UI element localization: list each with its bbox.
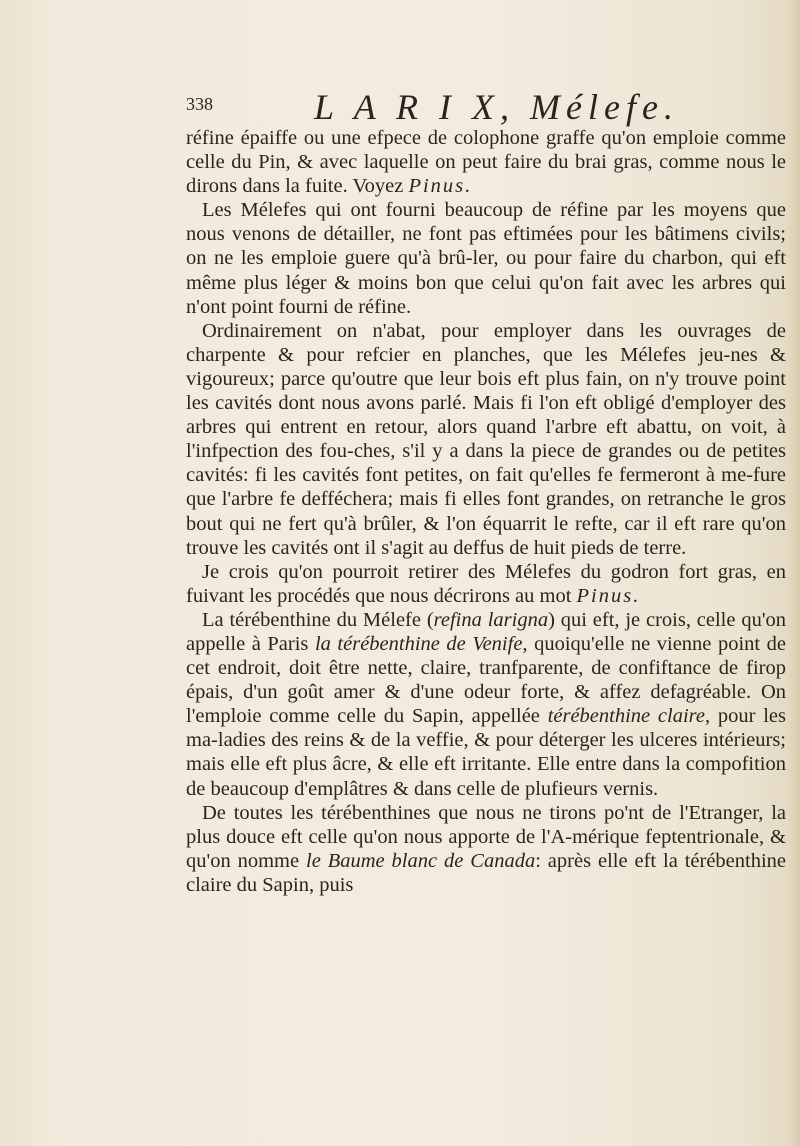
paragraph [186,126,786,198]
small-caps-text: Pinus. [408,175,473,198]
page-header [186,86,786,126]
text-run: Ordinairement on n'abat, pour employer dans les ouvrages de charpente & pour refcier en planches, que les Mélefes jeu-nes & vigoureux; parce qu'outre que leur bois eft plus fain, on n'y trouve point les cavités dont nous avons parlé. Mais fi l'on eft obligé d'employer des arbres qui entrent en retour, alors quand l'arbre eft abattu, on voit, à l'infpection des fou-ches, s'il y a dans la piece de grandes ou de petites cavités: fi les cavités font petites, on fait qu'elles fe fermeront à me-fure que l'arbre fe defféchera; mais fi elles font grandes, on retranche le gros bout qui ne fert qu'à brûler, & l'on équarrit le refte, car il eft rare qu'on trouve les cavités ont il s'agit au deffus de huit pieds de terre. [186,319,786,559]
page-number: 338 [186,94,213,114]
italic-text: le Baume blanc de Canada [306,849,536,872]
italic-text: refina larigna [433,608,549,631]
small-caps-text: Pinus. [576,584,641,607]
paragraph [186,801,786,897]
text-run: : après elle eft la térébenthine claire du Sapin, puis [186,849,787,896]
text-run: ) qui eft, je crois, celle qu'on appelle à Paris [186,608,787,655]
text-run: réfine épaiffe ou une efpece de colophone graffe qu'on emploie comme celle du Pin, & avec laquelle on peut faire du brai gras, comme nous le dirons dans la fuite. Voyez [186,127,786,198]
paragraph [186,608,786,801]
running-title: L A R I X, Mélefe. [314,87,679,127]
text-run: , quoiqu'elle ne vienne point de cet endroit, doit être nette, claire, tranfparente, de confiftance de firop épais, d'un goût amer & d'une odeur forte, & affez defagréable. On l'emploie comme celle du Sapin, appellée [186,632,786,728]
italic-text: la térébenthine de Venife [314,632,523,655]
text-run: Je crois qu'on pourroit retirer des Mélefes du godron fort gras, en fuivant les procédés que nous décrirons au mot [186,560,786,607]
page-edge [786,0,800,1146]
italic-text: térébenthine claire [547,705,705,728]
paragraph [186,319,786,560]
paragraph [186,560,786,608]
text-run: Les Mélefes qui ont fourni beaucoup de réfine par les moyens que nous venons de détailler, ne font pas eftimées pour les bâtimens civils; on ne les emploie guere qu'à brû-ler, ou pour faire du charbon, qui eft même plus léger & moins bon que celui qu'on fait avec les arbres qui n'ont point fourni de réfine. [186,199,786,318]
paragraph [186,198,786,318]
body-text [186,126,786,897]
text-run: , pour les ma-ladies des reins & de la veffie, & pour déterger les ulceres intérieurs; mais elle eft plus âcre, & elle eft irritante. Elle entre dans la compofition de beaucoup d'emplâtres & dans celle de plufieurs vernis. [186,705,786,800]
text-run: De toutes les térébenthines que nous ne tirons po'nt de l'Etranger, la plus douce eft celle qu'on nous apporte de l'A-mérique feptentrionale, & qu'on nomme [186,801,786,872]
text-run: La térébenthine du Mélefe ( [202,608,434,631]
